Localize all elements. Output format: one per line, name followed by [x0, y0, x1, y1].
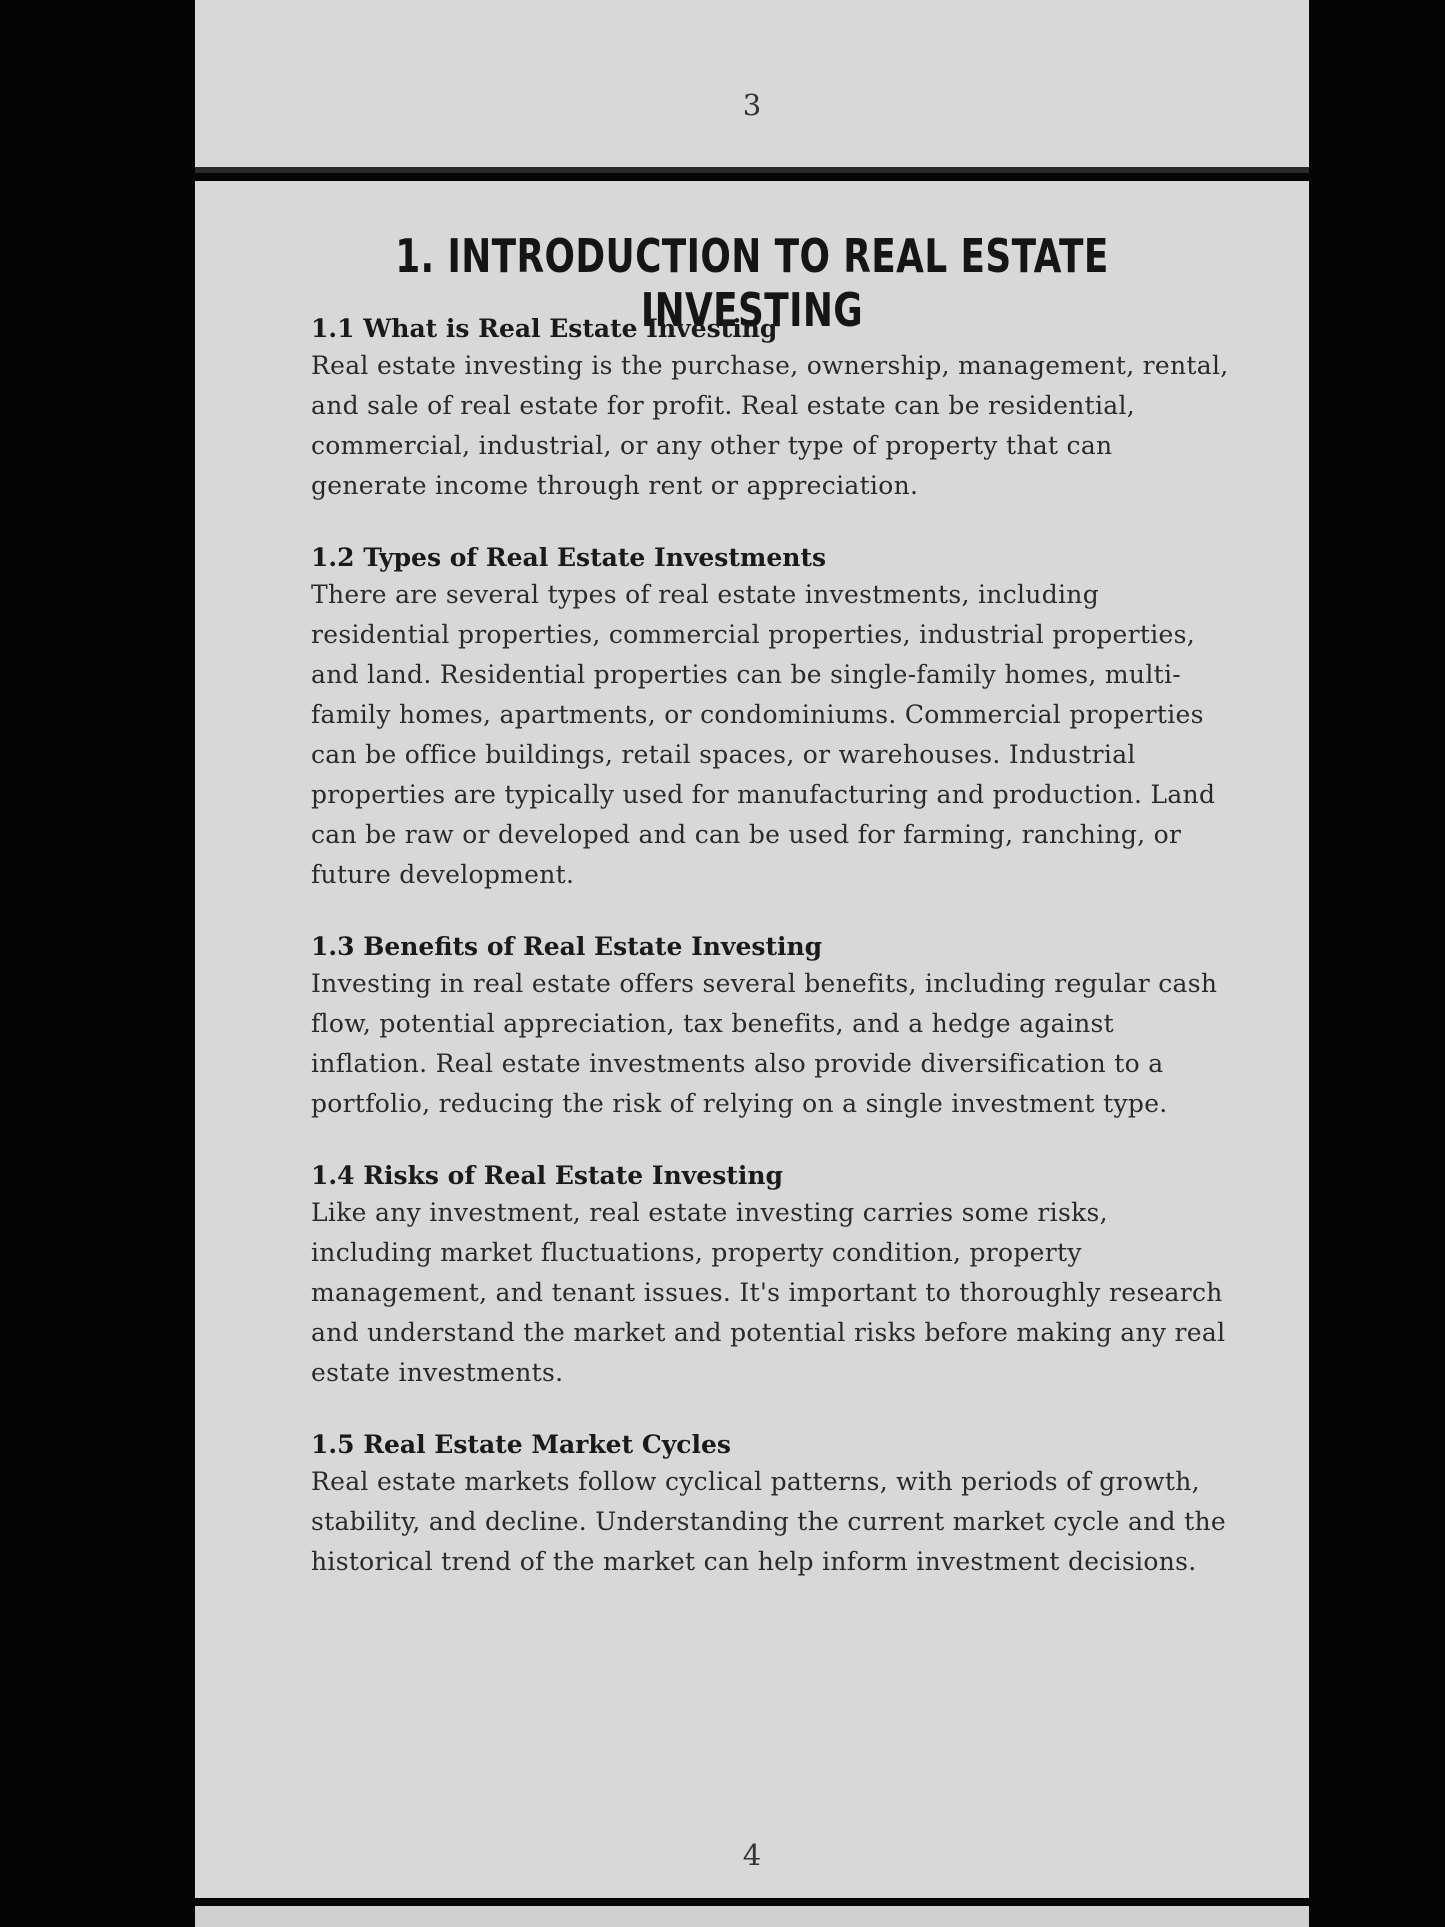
current-page [195, 181, 1309, 1898]
section-heading: 1.1 What is Real Estate Investing [311, 314, 778, 343]
section-body: Investing in real estate offers several benefits, including regular cash flow, potential appreciation, tax benefits, and a hedge against inflation. Real estate investments also provide diversification to a portfolio, reducing the risk of relying on a single investment type. [311, 969, 1218, 1118]
page-number: 3 [742, 88, 762, 122]
previous-page [195, 0, 1309, 173]
section [311, 1158, 1231, 1393]
next-page [195, 1906, 1309, 1927]
section [311, 1427, 1231, 1582]
section-body: Like any investment, real estate investing carries some risks, including market fluctuations, property condition, property management, and tenant issues. It's important to thoroughly research and understand the market and potential risks before making any real estate investments. [311, 1198, 1226, 1387]
page-content [311, 311, 1231, 1616]
section-body: Real estate markets follow cyclical patterns, with periods of growth, stability, and decline. Understanding the current market cycle and the historical trend of the market can help inform investment decisions. [311, 1467, 1226, 1576]
section-heading: 1.2 Types of Real Estate Investments [311, 543, 827, 572]
section [311, 311, 1231, 506]
section-body: Real estate investing is the purchase, ownership, management, rental, and sale of real estate for profit. Real estate can be residential, commercial, industrial, or any other type of property that can generate income through rent or appreciation. [311, 351, 1229, 500]
section-body: There are several types of real estate investments, including residential properties, commercial properties, industrial properties, and land. Residential properties can be single-family homes, multi-family homes, apartments, or condominiums. Commercial properties can be office buildings, retail spaces, or warehouses. Industrial properties are typically used for manufacturing and production. Land can be raw or developed and can be used for farming, ranching, or future development. [311, 580, 1216, 889]
section-heading: 1.3 Benefits of Real Estate Investing [311, 932, 823, 961]
chapter-title: 1. INTRODUCTION TO REAL ESTATE INVESTING [395, 229, 1109, 337]
section [311, 929, 1231, 1124]
section-heading: 1.4 Risks of Real Estate Investing [311, 1161, 783, 1190]
page-number: 4 [742, 1838, 762, 1872]
section [311, 540, 1231, 895]
section-heading: 1.5 Real Estate Market Cycles [311, 1430, 731, 1459]
